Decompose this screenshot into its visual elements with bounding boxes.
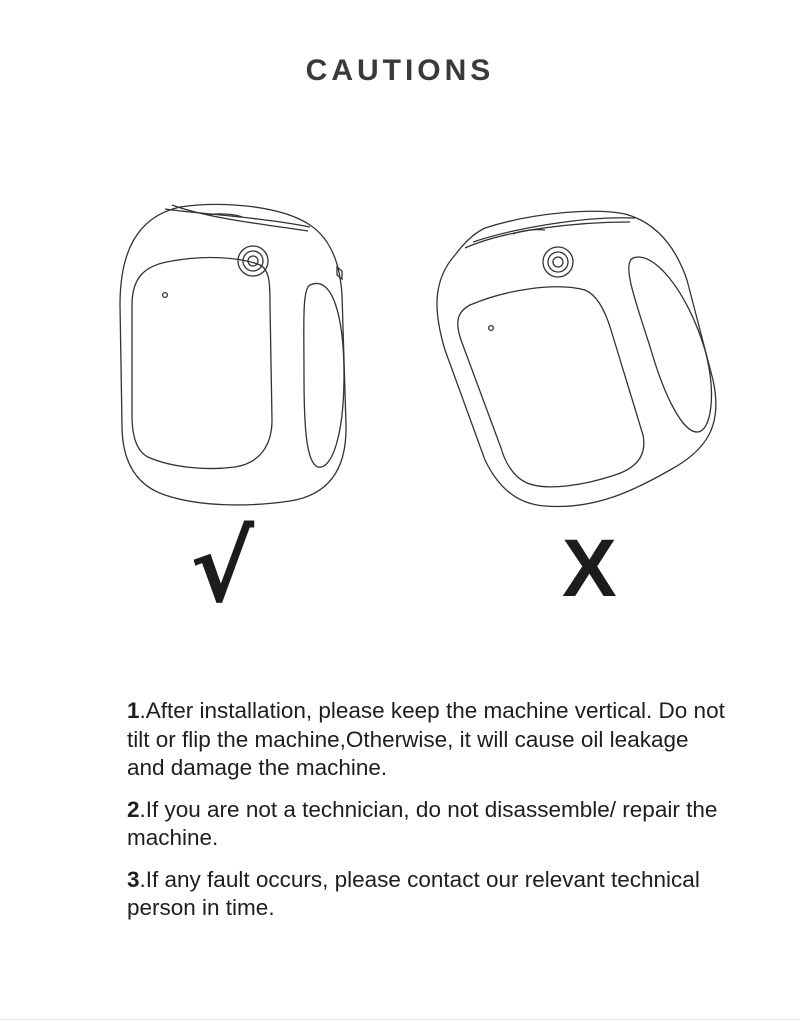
tilted-device-illustration	[425, 200, 725, 520]
caution-text: .If any fault occurs, please contact our relevant technical person in time.	[127, 866, 700, 920]
caution-number: 1	[127, 698, 140, 723]
caution-item	[127, 796, 727, 853]
caution-list	[127, 697, 727, 936]
correct-mark: √	[190, 512, 255, 624]
caution-number: 3	[127, 866, 140, 892]
caution-text: .After installation, please keep the machine vertical. Do not tilt or flip the machine,Otherwise, it will cause oil leakage and damage the machine.	[127, 698, 725, 780]
caution-item	[127, 697, 727, 783]
caution-text: .If you are not a technician, do not disassemble/ repair the machine.	[127, 796, 718, 850]
upright-device-illustration	[110, 195, 360, 515]
bottom-divider	[0, 1019, 800, 1020]
caution-item	[127, 866, 727, 923]
caution-number: 2	[127, 796, 140, 822]
incorrect-mark: X	[562, 523, 617, 614]
page-title: CAUTIONS	[305, 54, 495, 87]
